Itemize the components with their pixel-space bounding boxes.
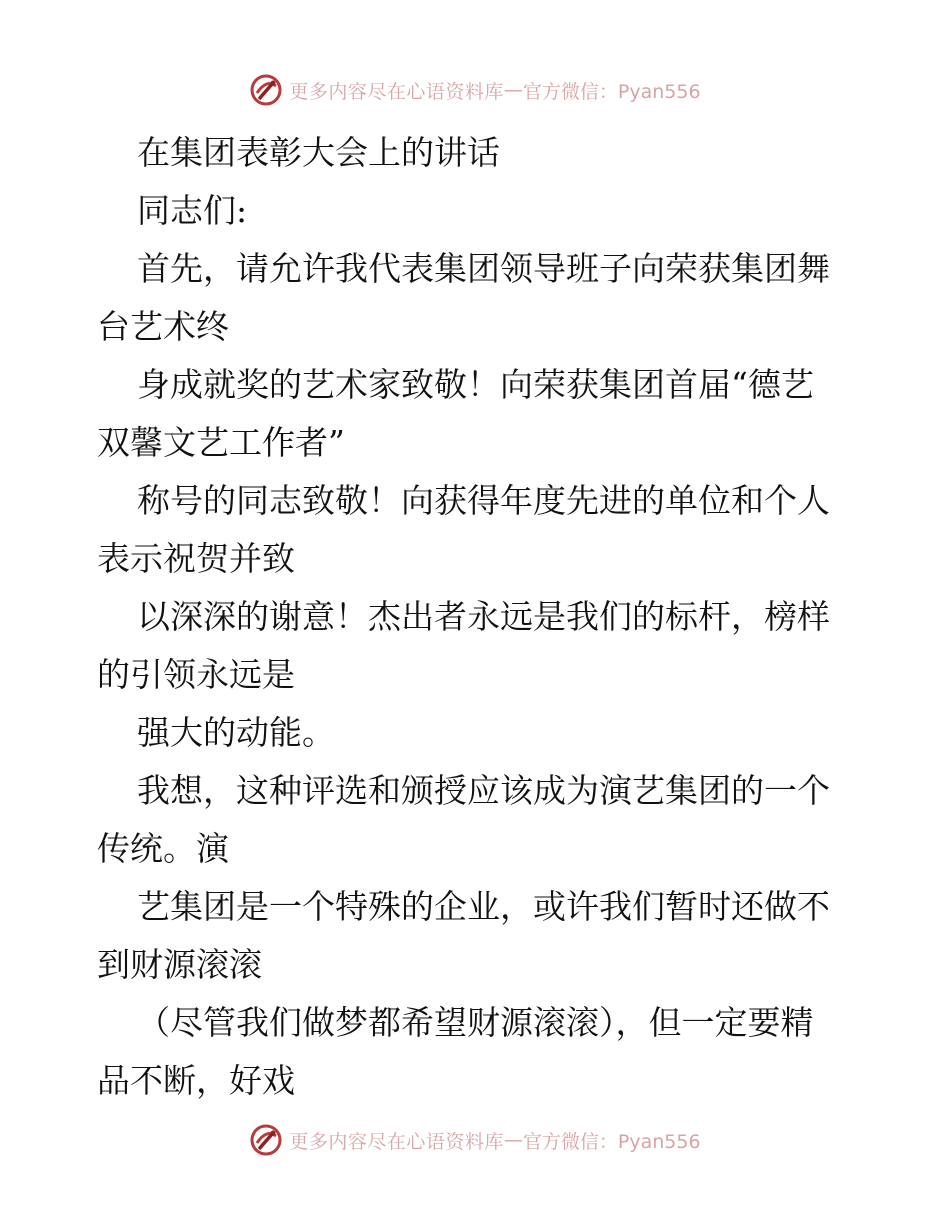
header-banner-separator: — [503,79,523,101]
text-line: 到财源滚滚 [97,945,262,984]
text-line: 身成就奖的艺术家致敬！向荣获集团首届“德艺 [137,365,814,404]
text-line: 称号的同志致敬！向获得年度先进的单位和个人 [137,481,830,520]
text-line: 双馨文艺工作者” [97,423,345,462]
footer-banner-separator: — [503,1129,523,1151]
text-line: 艺集团是一个特殊的企业，或许我们暂时还做不 [137,887,830,926]
text-line: 首先，请允许我代表集团领导班子向荣获集团舞 [137,249,830,288]
speech-body [97,124,857,1110]
text-line: 表示祝贺并致 [97,539,295,578]
text-line: （尽管我们做梦都希望财源滚滚），但一定要精 [137,1003,814,1042]
footer-banner [0,1120,950,1160]
header-banner-text: 更多内容尽在心语资料库 [289,80,504,103]
text-line: 传统。演 [97,829,229,868]
text-line: 品不断，好戏 [97,1061,295,1100]
speech-title: 在集团表彰大会上的讲话 [137,133,500,172]
text-line: 的引领永远是 [97,655,295,694]
text-line: 台艺术终 [97,307,229,346]
logo-icon [249,1123,283,1157]
text-line: 同志们: [137,191,248,230]
header-banner [0,70,950,110]
logo-icon [249,73,283,107]
text-line: 以深深的谢意！杰出者永远是我们的标杆，榜样 [137,597,830,636]
text-line: 强大的动能。 [137,713,335,752]
text-line: 我想，这种评选和颁授应该成为演艺集团的一个 [137,771,830,810]
header-wechat: 官方微信：Pyan556 [522,80,701,103]
footer-wechat: 官方微信：Pyan556 [522,1130,701,1153]
footer-banner-text: 更多内容尽在心语资料库 [289,1130,504,1153]
